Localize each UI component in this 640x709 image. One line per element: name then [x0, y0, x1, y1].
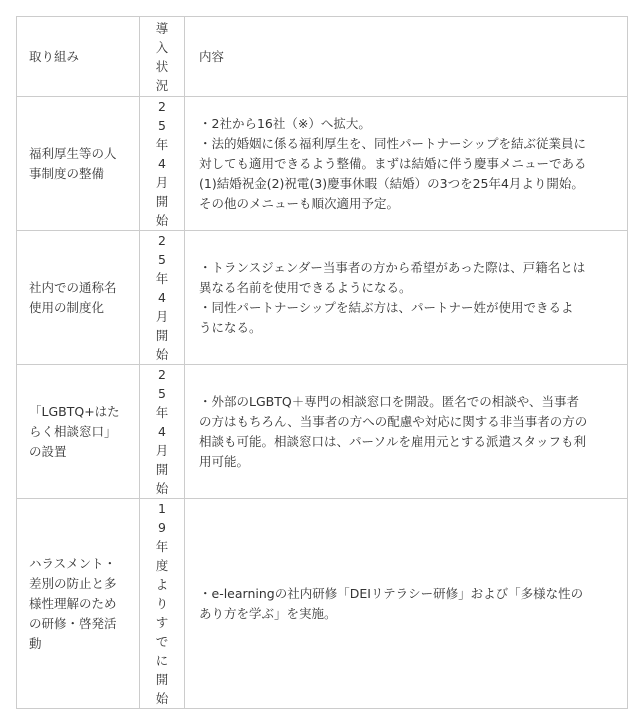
initiative-text	[17, 144, 139, 184]
status-cell	[140, 97, 185, 231]
status-cell	[140, 365, 185, 499]
initiative-cell	[17, 365, 140, 499]
initiative-line: 様性理解のため	[29, 595, 117, 611]
content-cell	[185, 97, 628, 231]
content-line: 異なる名前を使用できるようになる。	[199, 279, 412, 295]
content-cell	[185, 231, 628, 365]
content-line: その他のメニューも順次適用予定。	[199, 195, 400, 211]
initiative-text	[17, 554, 139, 654]
content-line: ・法的婚姻に係る福利厚生を、同性パートナーシップを結ぶ従業員に	[199, 135, 587, 151]
content-line: ・外部のLGBTQ＋専門の相談窓口を開設。匿名での相談や、当事者	[199, 393, 579, 409]
content-line: ・同性パートナーシップを結ぶ方は、パートナー姓が使用できるよ	[199, 299, 574, 315]
content-line: (1)結婚祝金(2)祝電(3)慶事休暇（結婚）の3つを25年4月より開始。	[199, 175, 584, 191]
status-text: 25年4月開始	[155, 99, 169, 228]
content-line: 相談も可能。相談窓口は、パーソルを雇用元とする派遣スタッフも利	[199, 433, 587, 449]
initiative-line: 差別の防止と多	[29, 575, 117, 591]
initiative-line: の研修・啓発活	[29, 615, 117, 631]
header-content-cell	[185, 17, 628, 97]
table-row	[17, 231, 628, 365]
initiative-text	[17, 278, 139, 318]
status-cell	[140, 231, 185, 365]
initiative-cell	[17, 231, 140, 365]
content-line: 対しても適用できるよう整備。まずは結婚に伴う慶事メニューである	[199, 155, 587, 171]
table-row	[17, 365, 628, 499]
status-text: 25年4月開始	[155, 233, 169, 362]
content-line: の方はもちろん、当事者の方への配慮や対応に関する非当事者の方の	[199, 413, 588, 429]
initiative-line: 事制度の整備	[29, 165, 105, 181]
content-cell	[185, 365, 628, 499]
content-cell	[185, 499, 628, 709]
initiative-line: 動	[29, 635, 42, 651]
header-content: 内容	[199, 48, 225, 64]
content-text	[185, 114, 627, 214]
dei-initiatives-table	[16, 16, 628, 709]
initiative-line: の設置	[29, 443, 67, 459]
content-line: うになる。	[199, 319, 262, 335]
initiative-cell	[17, 499, 140, 709]
content-text	[185, 258, 627, 338]
header-status-cell	[140, 17, 185, 97]
content-line: 用可能。	[199, 453, 250, 469]
initiative-cell	[17, 97, 140, 231]
header-status: 導入状況	[155, 20, 169, 93]
content-line: あり方を学ぶ」を実施。	[199, 605, 337, 621]
content-text	[185, 584, 627, 624]
content-line: ・2社から16社（※）へ拡大。	[199, 115, 371, 131]
header-initiative: 取り組み	[29, 48, 80, 64]
initiative-line: 福利厚生等の人	[29, 145, 117, 161]
content-line: ・e-learningの社内研修「DEIリテラシー研修」および「多様な性の	[199, 585, 584, 601]
initiative-line: ハラスメント・	[29, 555, 117, 571]
table-row	[17, 97, 628, 231]
content-text	[185, 392, 627, 472]
initiative-line: 「LGBTQ+はた	[29, 403, 120, 419]
status-text: 19年度よりすでに開始	[155, 501, 169, 706]
table-row	[17, 499, 628, 709]
status-text: 25年4月開始	[155, 367, 169, 496]
initiative-line: 使用の制度化	[29, 299, 105, 315]
initiative-line: らく相談窓口」	[29, 423, 117, 439]
initiative-line: 社内での通称名	[29, 279, 117, 295]
status-cell	[140, 499, 185, 709]
header-initiative-cell	[17, 17, 140, 97]
table-header-row	[17, 17, 628, 97]
initiative-text	[17, 402, 139, 462]
content-line: ・トランスジェンダー当事者の方から希望があった際は、戸籍名とは	[199, 259, 586, 275]
